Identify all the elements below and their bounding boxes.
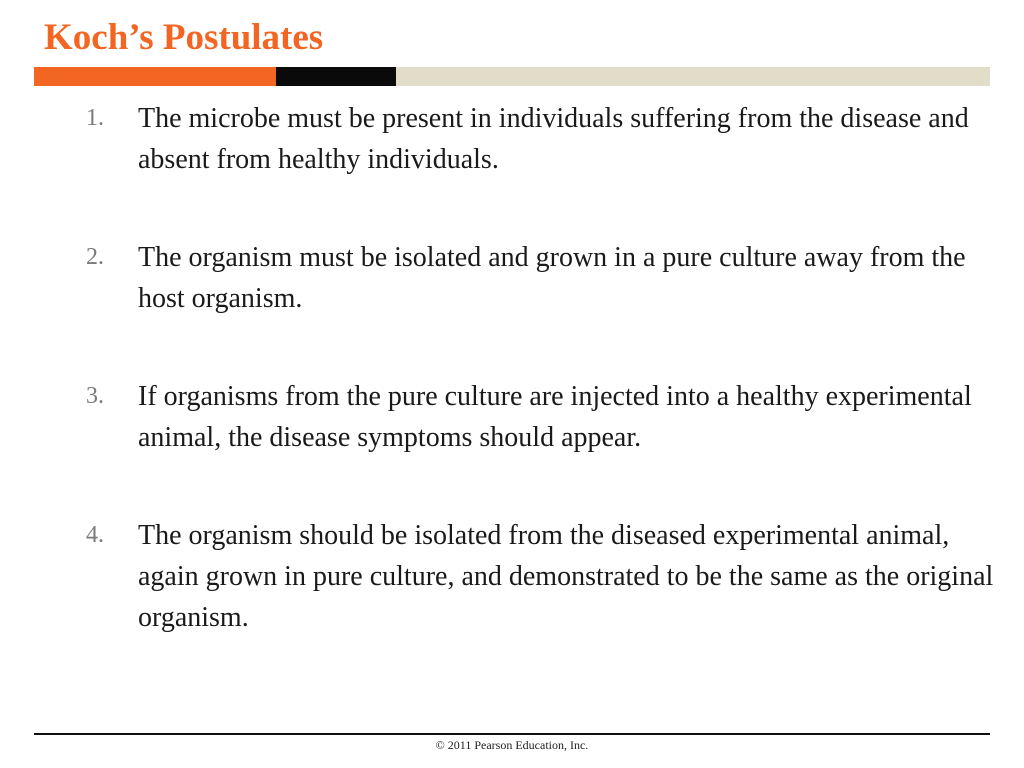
slide-title: Koch’s Postulates: [44, 17, 324, 58]
title-accent-bar: [34, 67, 990, 86]
postulate-item-4: [0, 515, 1024, 638]
postulate-item-3: [0, 376, 1024, 458]
accent-bar-orange-segment: [34, 67, 276, 86]
footer-divider: [34, 733, 990, 735]
postulate-number: 2.: [86, 244, 104, 270]
accent-bar-beige-segment: [396, 67, 990, 86]
postulate-number: 3.: [86, 383, 104, 409]
postulates-list: [0, 98, 1024, 695]
copyright-notice: © 2011 Pearson Education, Inc.: [435, 738, 589, 752]
postulate-text: The organism should be isolated from the diseased experimental animal, again grown in pure culture, and demonstrated to be the same as the original organism.: [138, 520, 994, 633]
postulate-number: 4.: [86, 522, 104, 548]
postulate-item-1: [0, 98, 1024, 180]
postulate-text: The microbe must be present in individuals suffering from the disease and absent from healthy individuals.: [138, 103, 969, 175]
postulate-number: 1.: [86, 105, 104, 131]
postulate-text: The organism must be isolated and grown in a pure culture away from the host organism.: [138, 242, 966, 314]
postulate-text: If organisms from the pure culture are injected into a healthy experimental animal, the disease symptoms should appear.: [138, 381, 972, 453]
accent-bar-black-segment: [276, 67, 396, 86]
postulate-item-2: [0, 237, 1024, 319]
